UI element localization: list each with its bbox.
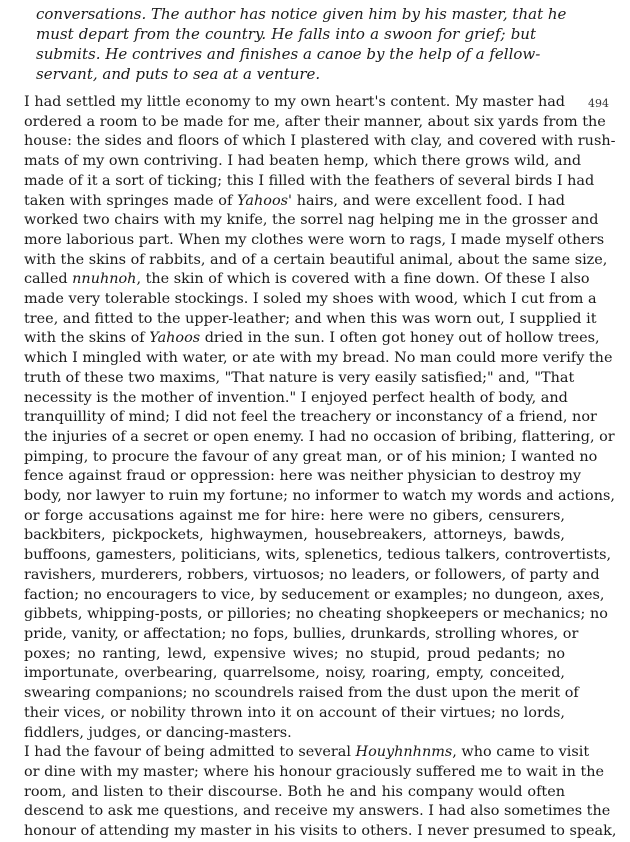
text-line: or dine with my master; where his honour graciously suffered me to wait in the — [24, 763, 605, 780]
text-line: fence against fraud or oppression: here was neither physician to destroy my — [24, 468, 582, 485]
text-segment: called — [24, 271, 73, 288]
page-number: 494 — [588, 97, 609, 110]
text-segment: I had the favour of being admitted to several — [24, 744, 356, 761]
text-line: importunate, overbearing, quarrelsome, noisy, roaring, empty, conceited, — [24, 665, 565, 682]
paragraph-2 — [24, 743, 617, 842]
summary-line: must depart from the country. He falls into a swoon for grief; but — [36, 25, 536, 43]
text-line — [24, 192, 565, 212]
chapter-summary — [36, 4, 567, 84]
text-line — [24, 743, 590, 763]
text-line: swearing companions; no scoundrels raised from the dust upon the merit of — [24, 685, 579, 702]
text-line: tree, and fitted to the upper-leather; and when this was worn out, I supplied it — [24, 310, 597, 327]
text-segment: , the skin of which is covered with a fine down. Of these I also — [136, 271, 590, 288]
italic-term: Houyhnhnms — [355, 744, 453, 761]
text-line: more laborious part. When my clothes were worn to rags, I made myself others — [24, 231, 605, 248]
text-line: worked two chairs with my knife, the sorrel nag helping me in the grosser and — [24, 212, 599, 229]
text-line: necessity is the mother of invention." I enjoyed perfect health of body, and — [24, 389, 568, 406]
text-line: which I mingled with water, or ate with my bread. No man could more verify the — [24, 350, 613, 367]
italic-term: nnuhnoh — [72, 271, 137, 288]
text-line: room, and listen to their discourse. Both he and his company would often — [24, 783, 565, 800]
text-line: or forge accusations against me for hire: here were no gibers, censurers, — [24, 507, 565, 524]
text-line: honour of attending my master in his visits to others. I never presumed to speak, — [24, 823, 617, 840]
text-line: the injuries of a secret or open enemy. I had no occasion of bribing, flattering, or — [24, 428, 615, 445]
text-line: their vices, or nobility thrown into it on account of their virtues; no lords, — [24, 704, 565, 721]
text-segment: with the skins of — [24, 330, 150, 347]
text-line — [24, 329, 600, 349]
text-line: truth of these two maxims, "That nature is very easily satisfied;" and, "That — [24, 369, 575, 386]
summary-line: conversations. The author has notice given him by his master, that he — [36, 5, 567, 23]
text-line: poxes; no ranting, lewd, expensive wives; no stupid, proud pedants; no — [24, 645, 565, 662]
text-line: buffoons, gamesters, politicians, wits, splenetics, tedious talkers, controvertists, — [24, 547, 612, 564]
text-segment: hairs, and were excellent food. I had — [291, 192, 566, 209]
text-line: gibbets, whipping-posts, or pillories; no cheating shopkeepers or mechanics; no — [24, 606, 608, 623]
text-line: I had settled my little economy to my own heart's content. My master had — [24, 94, 565, 110]
italic-term: Yahoos — [149, 330, 201, 347]
italic-term: Yahoos' — [237, 192, 292, 209]
summary-line: submits. He contrives and finishes a canoe by the help of a fellow- — [36, 45, 541, 63]
text-line: pride, vanity, or affectation; no fops, bullies, drunkards, strolling whores, or — [24, 625, 579, 642]
text-line: house: the sides and floors of which I plastered with clay, and covered with rush- — [24, 133, 616, 150]
text-line: tranquillity of mind; I did not feel the treachery or inconstancy of a friend, nor — [24, 409, 597, 426]
text-line: ravishers, murderers, robbers, virtuosos; no leaders, or followers, of party and — [24, 566, 600, 583]
text-line: ordered a room to be made for me, after their manner, about six yards from the — [24, 113, 606, 130]
text-line: mats of my own contriving. I had beaten hemp, which there grows wild, and — [24, 153, 582, 170]
text-line: fiddlers, judges, or dancing-masters. — [24, 724, 292, 741]
text-line: pimping, to procure the favour of any great man, or of his minion; I wanted no — [24, 448, 598, 465]
text-line: backbiters, pickpockets, highwaymen, housebreakers, attorneys, bawds, — [24, 527, 565, 544]
text-line: made of it a sort of ticking; this I filled with the feathers of several birds I had — [24, 172, 595, 189]
text-segment: , who came to visit — [452, 744, 590, 761]
text-line: made very tolerable stockings. I soled my shoes with wood, which I cut from a — [24, 291, 597, 308]
text-segment: taken with springes made of — [24, 192, 238, 209]
text-line: with the skins of rabbits, and of a certain beautiful animal, about the same size, — [24, 251, 608, 268]
text-line: body, nor lawyer to ruin my fortune; no informer to watch my words and actions, — [24, 488, 615, 505]
text-line — [24, 270, 590, 290]
text-line: faction; no encouragers to vice, by seducement or examples; no dungeon, axes, — [24, 586, 605, 603]
summary-line: servant, and puts to sea at a venture. — [36, 65, 321, 83]
text-line: descend to ask me questions, and receive my answers. I had also sometimes the — [24, 803, 611, 820]
text-segment: dried in the sun. I often got honey out of hollow trees, — [200, 330, 600, 347]
